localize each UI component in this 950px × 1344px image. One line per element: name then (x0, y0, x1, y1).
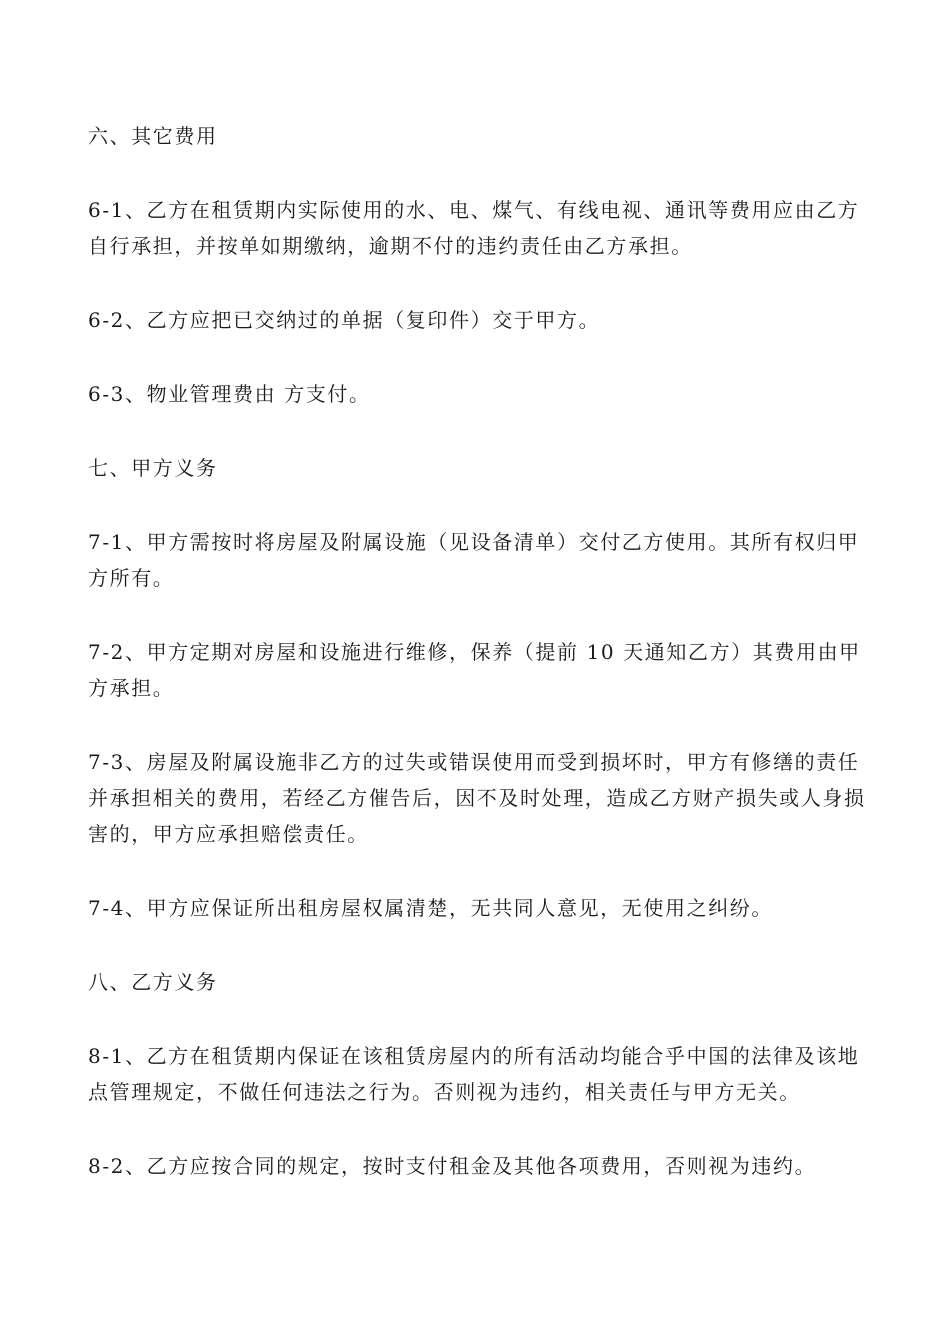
clause-7-4: 7-4、甲方应保证所出租房屋权属清楚，无共同人意见，无使用之纠纷。 (88, 896, 774, 920)
section-heading-party-a-obligations: 七、甲方义务 (88, 456, 218, 480)
section-heading-other-fees: 六、其它费用 (88, 124, 218, 148)
clause-6-1: 6-1、乙方在租赁期内实际使用的水、电、煤气、有线电视、通讯等费用应由乙方自行承担，并按单如期缴纳，逾期不付的违约责任由乙方承担。 (88, 198, 860, 258)
clause-6-2: 6-2、乙方应把已交纳过的单据（复印件）交于甲方。 (88, 308, 601, 332)
clause-7-1: 7-1、甲方需按时将房屋及附属设施（见设备清单）交付乙方使用。其所有权归甲方所有。 (88, 530, 860, 590)
section-heading-party-b-obligations: 八、乙方义务 (88, 970, 218, 994)
clause-8-1: 8-1、乙方在租赁期内保证在该租赁房屋内的所有活动均能合乎中国的法律及该地点管理规定，不做任何违法之行为。否则视为违约，相关责任与甲方无关。 (88, 1044, 860, 1104)
clause-7-2: 7-2、甲方定期对房屋和设施进行维修，保养（提前 10 天通知乙方）其费用由甲方承担。 (88, 640, 861, 700)
document-page (88, 118, 868, 1222)
clause-7-3: 7-3、房屋及附属设施非乙方的过失或错误使用而受到损坏时，甲方有修缮的责任并承担相关的费用，若经乙方催告后，因不及时处理，造成乙方财产损失或人身损害的，甲方应承担赔偿责任。 (88, 750, 866, 846)
clause-6-3: 6-3、物业管理费由 方支付。 (88, 382, 371, 406)
clause-8-2: 8-2、乙方应按合同的规定，按时支付租金及其他各项费用，否则视为违约。 (88, 1154, 817, 1178)
